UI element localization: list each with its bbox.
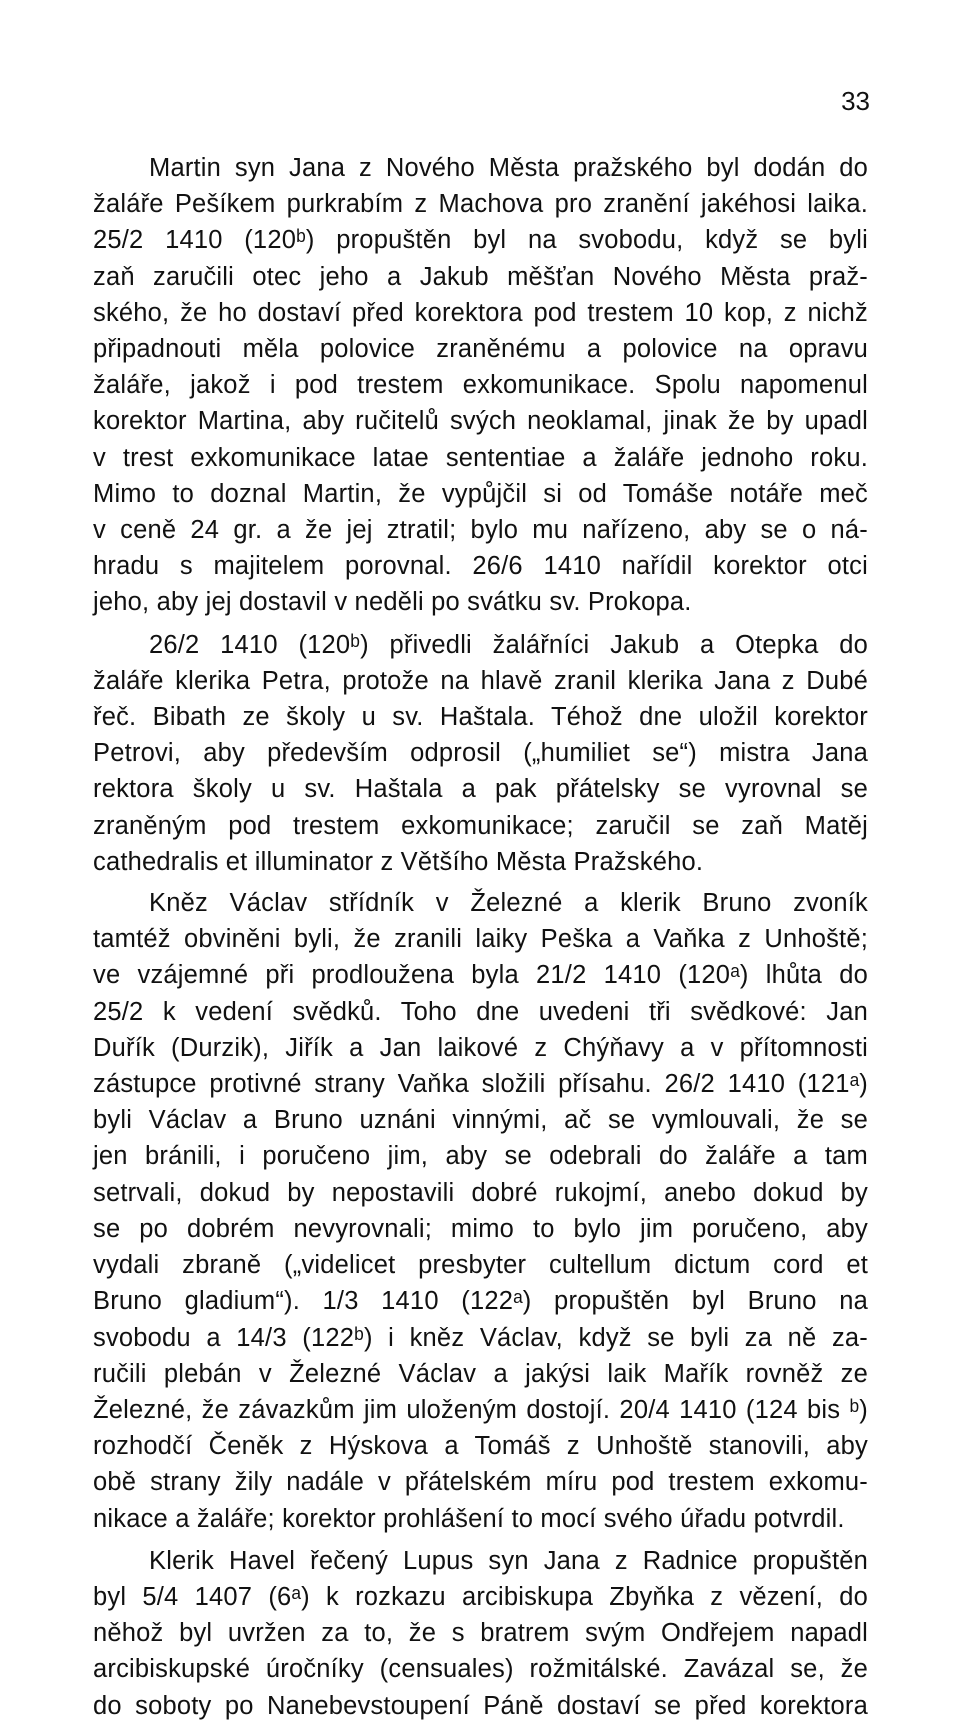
text-line: 25/2 1410 (120ᵇ) propuštěn byl na svobodu, když se byli	[93, 226, 868, 255]
text-line: byl 5/4 1407 (6ᵃ) k rozkazu arcibiskupa Zbyňka z vězení, do	[93, 1582, 868, 1611]
text-line: hradu s majitelem porovnal. 26/6 1410 nařídil korektor otci	[93, 552, 868, 581]
text-line: setrvali, dokud by nepostavili dobré rukojmí, anebo dokud by	[93, 1178, 868, 1207]
text-line: Železné, že závazkům jim uloženým dostojí. 20/4 1410 (124 bis ᵇ)	[93, 1395, 868, 1424]
text-line: obě strany žily nadále v přátelském míru pod trestem exkomu-	[93, 1468, 868, 1497]
text-line: se po dobrém nevyrovnali; mimo to bylo jim poručeno, aby	[93, 1214, 868, 1243]
text-line: 25/2 k vedení svědků. Toho dne uvedeni tři svědkové: Jan	[93, 997, 868, 1026]
text-line: jeho, aby jej dostavil v neděli po svátku sv. Prokopa.	[93, 588, 692, 617]
paragraph-3	[93, 885, 868, 1537]
text-line: rektora školy u sv. Haštala a pak přátelsky se vyrovnal se	[93, 775, 868, 804]
text-line: řeč. Bibath ze školy u sv. Haštala. Téhož dne uložil korektor	[93, 703, 868, 732]
text-line: arcibiskupské úročníky (censuales) rožmitálské. Zavázal se, že	[93, 1655, 868, 1684]
text-line: svobodu a 14/3 (122ᵇ) i kněz Václav, když se byli za ně za-	[93, 1323, 868, 1352]
body-text	[93, 150, 868, 1724]
text-line: žaláře, jakož i pod trestem exkomunikace. Spolu napomenul	[93, 371, 868, 400]
text-line: zraněným pod trestem exkomunikace; zaručil se zaň Matěj	[93, 811, 868, 840]
text-line: cathedralis et illuminator z Většího Města Pražského.	[93, 847, 704, 876]
text-line: ručili plebán v Železné Václav a jakýsi laik Mařík rovněž ze	[93, 1359, 868, 1388]
text-line: v trest exkomunikace latae sententiae a žaláře jednoho roku.	[93, 443, 868, 472]
text-line: Kněz Václav střídník v Železné a klerik Bruno zvoník	[149, 889, 868, 918]
text-line: Klerik Havel řečený Lupus syn Jana z Radnice propuštěn	[149, 1546, 868, 1575]
text-line: Duřík (Durzik), Jiřík a Jan laikové z Chýňavy a v přítomnosti	[93, 1033, 868, 1062]
text-line: Bruno gladium“). 1/3 1410 (122ᵃ) propuštěn byl Bruno na	[93, 1287, 868, 1316]
text-line: tamtéž obviněni byli, že zranili laiky Peška a Vaňka z Unhoště;	[93, 925, 868, 954]
paragraph-1	[93, 150, 868, 621]
text-line: korektor Martina, aby ručitelů svých neoklamal, jinak že by upadl	[93, 407, 868, 436]
text-line: Petrovi, aby především odprosil („humiliet se“) mistra Jana	[93, 739, 868, 768]
text-line: 26/2 1410 (120ᵇ) přivedli žalářníci Jakub a Otepka do	[149, 630, 868, 659]
text-line: žaláře Pešíkem purkrabím z Machova pro zranění jakéhosi laika.	[93, 190, 868, 219]
text-line: do soboty po Nanebevstoupení Páně dostaví se před korektora	[93, 1691, 868, 1720]
text-line: žaláře klerika Petra, protože na hlavě zranil klerika Jana z Dubé	[93, 666, 868, 695]
text-line: v ceně 24 gr. a že jej ztratil; bylo mu nařízeno, aby se o ná-	[93, 516, 868, 545]
text-line: něhož byl uvržen za to, že s bratrem svým Ondřejem napadl	[93, 1619, 868, 1648]
text-line: rozhodčí Čeněk z Hýskova a Tomáš z Unhoště stanovili, aby	[93, 1432, 868, 1461]
text-line: zaň zaručili otec jeho a Jakub měšťan Nového Města praž-	[93, 262, 868, 291]
text-line: byli Václav a Bruno uznáni vinnými, ač se vymlouvali, že se	[93, 1106, 868, 1135]
text-line: Mimo to doznal Martin, že vypůjčil si od Tomáše notáře meč	[93, 479, 868, 508]
page-number: 33	[841, 86, 870, 116]
text-line: zástupce protivné strany Vaňka složili přísahu. 26/2 1410 (121ᵃ)	[93, 1070, 868, 1099]
text-line: Martin syn Jana z Nového Města pražského byl dodán do	[149, 154, 868, 182]
text-line: připadnouti měla polovice zraněnému a polovice na opravu	[93, 335, 868, 364]
text-line: ského, že ho dostaví před korektora pod trestem 10 kop, z nichž	[93, 298, 868, 327]
paragraph-2	[93, 627, 868, 880]
text-line: vydali zbraně („videlicet presbyter cultellum dictum cord et	[93, 1251, 868, 1280]
paragraph-4	[93, 1543, 868, 1724]
text-line: nikace a žaláře; korektor prohlášení to mocí svého úřadu potvrdil.	[93, 1504, 845, 1533]
text-line: jen bránili, i poručeno jim, aby se odebrali do žaláře a tam	[93, 1142, 868, 1171]
text-line: ve vzájemné při prodloužena byla 21/2 1410 (120ᵃ) lhůta do	[93, 961, 868, 990]
